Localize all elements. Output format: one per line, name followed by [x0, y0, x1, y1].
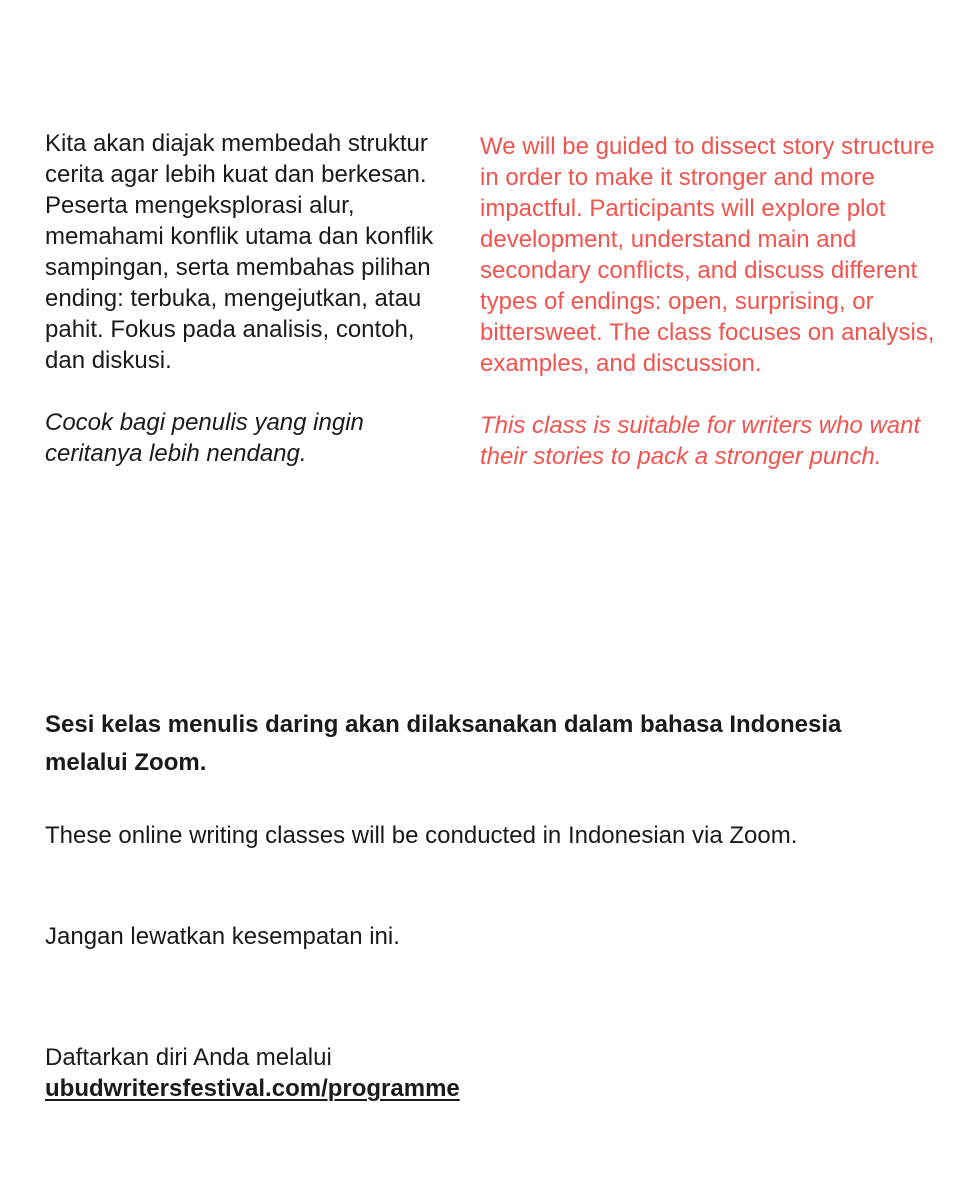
- registration-prompt: Daftarkan diri Anda melalui: [45, 1044, 332, 1071]
- english-description: We will be guided to dissect story structure in order to make it stronger and more impactful. Participants will explore plot development, understand main and secondary conflicts, and discuss different types of endings: open, surprising, or bittersweet. The class focuses on analysis, examples, and discussion.: [480, 133, 935, 377]
- english-description-column: [480, 131, 950, 472]
- indonesian-audience-note: Cocok bagi penulis yang ingin ceritanya lebih nendang.: [45, 409, 364, 467]
- indonesian-description-column: [45, 128, 445, 469]
- reminder-text: Jangan lewatkan kesempatan ini.: [45, 923, 400, 950]
- registration-link[interactable]: ubudwritersfestival.com/programme: [45, 1075, 460, 1102]
- session-info-english: These online writing classes will be conducted in Indonesian via Zoom.: [45, 822, 798, 849]
- session-info-indonesian: Sesi kelas menulis daring akan dilaksanakan dalam bahasa Indonesia melalui Zoom.: [45, 711, 842, 776]
- indonesian-description: Kita akan diajak membedah struktur cerita agar lebih kuat dan berkesan. Peserta mengeksplorasi alur, memahami konflik utama dan konflik sampingan, serta membahas pilihan ending: terbuka, mengejutkan, atau pahit. Fokus pada analisis, contoh, dan diskusi.: [45, 130, 434, 374]
- english-audience-note: This class is suitable for writers who want their stories to pack a stronger punch.: [480, 412, 921, 470]
- registration-block: [45, 1042, 905, 1104]
